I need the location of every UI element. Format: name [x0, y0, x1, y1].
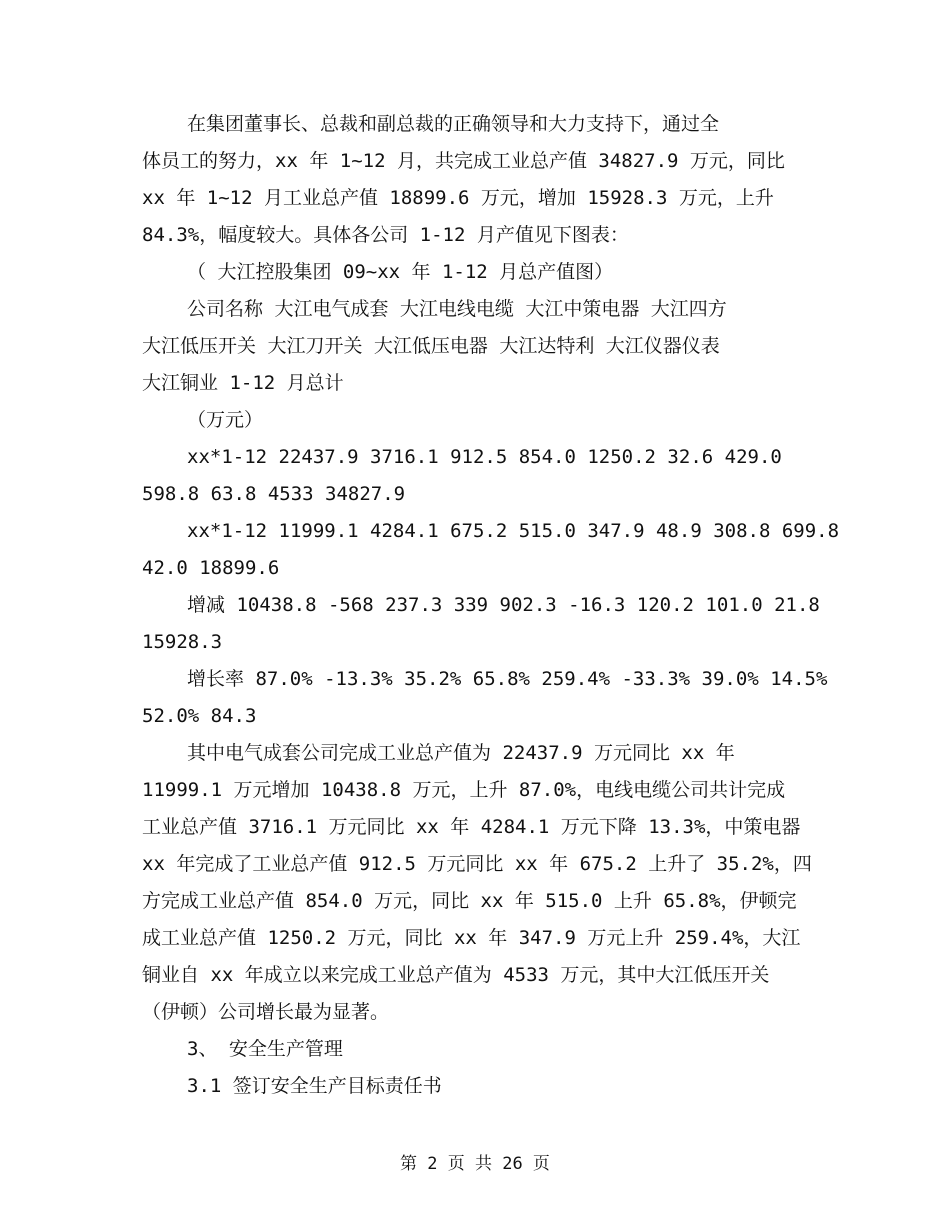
table-row-current-line-1: xx*1-12 22437.9 3716.1 912.5 854.0 1250.2 32.6 429.0: [187, 446, 782, 468]
paragraph-detail-line-7: 铜业自 xx 年成立以来完成工业总产值为 4533 万元，其中大江低压开关: [142, 964, 770, 986]
page-footer: 第 2 页 共 26 页: [400, 1154, 550, 1174]
paragraph-intro-line-4: 84.3%，幅度较大。具体各公司 1-12 月产值见下图表：: [142, 224, 629, 246]
paragraph-detail-line-2: 11999.1 万元增加 10438.8 万元，上升 87.0%，电线电缆公司共计完成: [142, 779, 786, 801]
table-header-line-2: 大江低压开关 大江刀开关 大江低压电器 大江达特利 大江仪器仪表: [142, 335, 720, 357]
paragraph-intro-line-3: xx 年 1~12 月工业总产值 18899.6 万元，增加 15928.3 万元，上升: [142, 187, 774, 209]
paragraph-intro-line-2: 体员工的努力，xx 年 1~12 月，共完成工业总产值 34827.9 万元，同比: [142, 150, 785, 172]
paragraph-detail-line-4: xx 年完成了工业总产值 912.5 万元同比 xx 年 675.2 上升了 35.2%，四: [142, 853, 812, 875]
table-row-previous-line-2: 42.0 18899.6: [142, 557, 280, 579]
table-header-line-1: 公司名称 大江电气成套 大江电线电缆 大江中策电器 大江四方: [187, 298, 727, 320]
table-unit: （万元）: [187, 409, 264, 431]
table-header-line-3: 大江铜业 1-12 月总计: [142, 372, 344, 394]
subsection-heading-3-1: 3.1 签订安全生产目标责任书: [187, 1075, 442, 1097]
table-row-growth-line-1: 增长率 87.0% -13.3% 35.2% 65.8% 259.4% -33.3% 39.0% 14.5%: [187, 668, 828, 690]
paragraph-detail-line-6: 成工业总产值 1250.2 万元，同比 xx 年 347.9 万元上升 259.4%，大江: [142, 927, 801, 949]
table-row-current-line-2: 598.8 63.8 4533 34827.9: [142, 483, 406, 505]
table-row-growth-line-2: 52.0% 84.3: [142, 705, 257, 727]
table-row-change-line-2: 15928.3: [142, 631, 223, 653]
paragraph-detail-line-3: 工业总产值 3716.1 万元同比 xx 年 4284.1 万元下降 13.3%，中策电器: [142, 816, 801, 838]
paragraph-detail-line-1: 其中电气成套公司完成工业总产值为 22437.9 万元同比 xx 年: [187, 742, 735, 764]
paragraph-detail-line-8: （伊顿）公司增长最为显著。: [142, 1001, 390, 1023]
table-row-previous-line-1: xx*1-12 11999.1 4284.1 675.2 515.0 347.9 48.9 308.8 699.8: [187, 520, 840, 542]
paragraph-intro-line-1: 在集团董事长、总裁和副总裁的正确领导和大力支持下，通过全: [187, 113, 720, 135]
document-body: [142, 106, 840, 1105]
paragraph-detail-line-5: 方完成工业总产值 854.0 万元，同比 xx 年 515.0 上升 65.8%，伊顿完: [142, 890, 797, 912]
chart-caption: （ 大江控股集团 09~xx 年 1-12 月总产值图）: [187, 261, 614, 283]
section-heading-3: 3、 安全生产管理: [187, 1038, 343, 1060]
table-row-change-line-1: 增减 10438.8 -568 237.3 339 902.3 -16.3 120.2 101.0 21.8: [187, 594, 820, 616]
